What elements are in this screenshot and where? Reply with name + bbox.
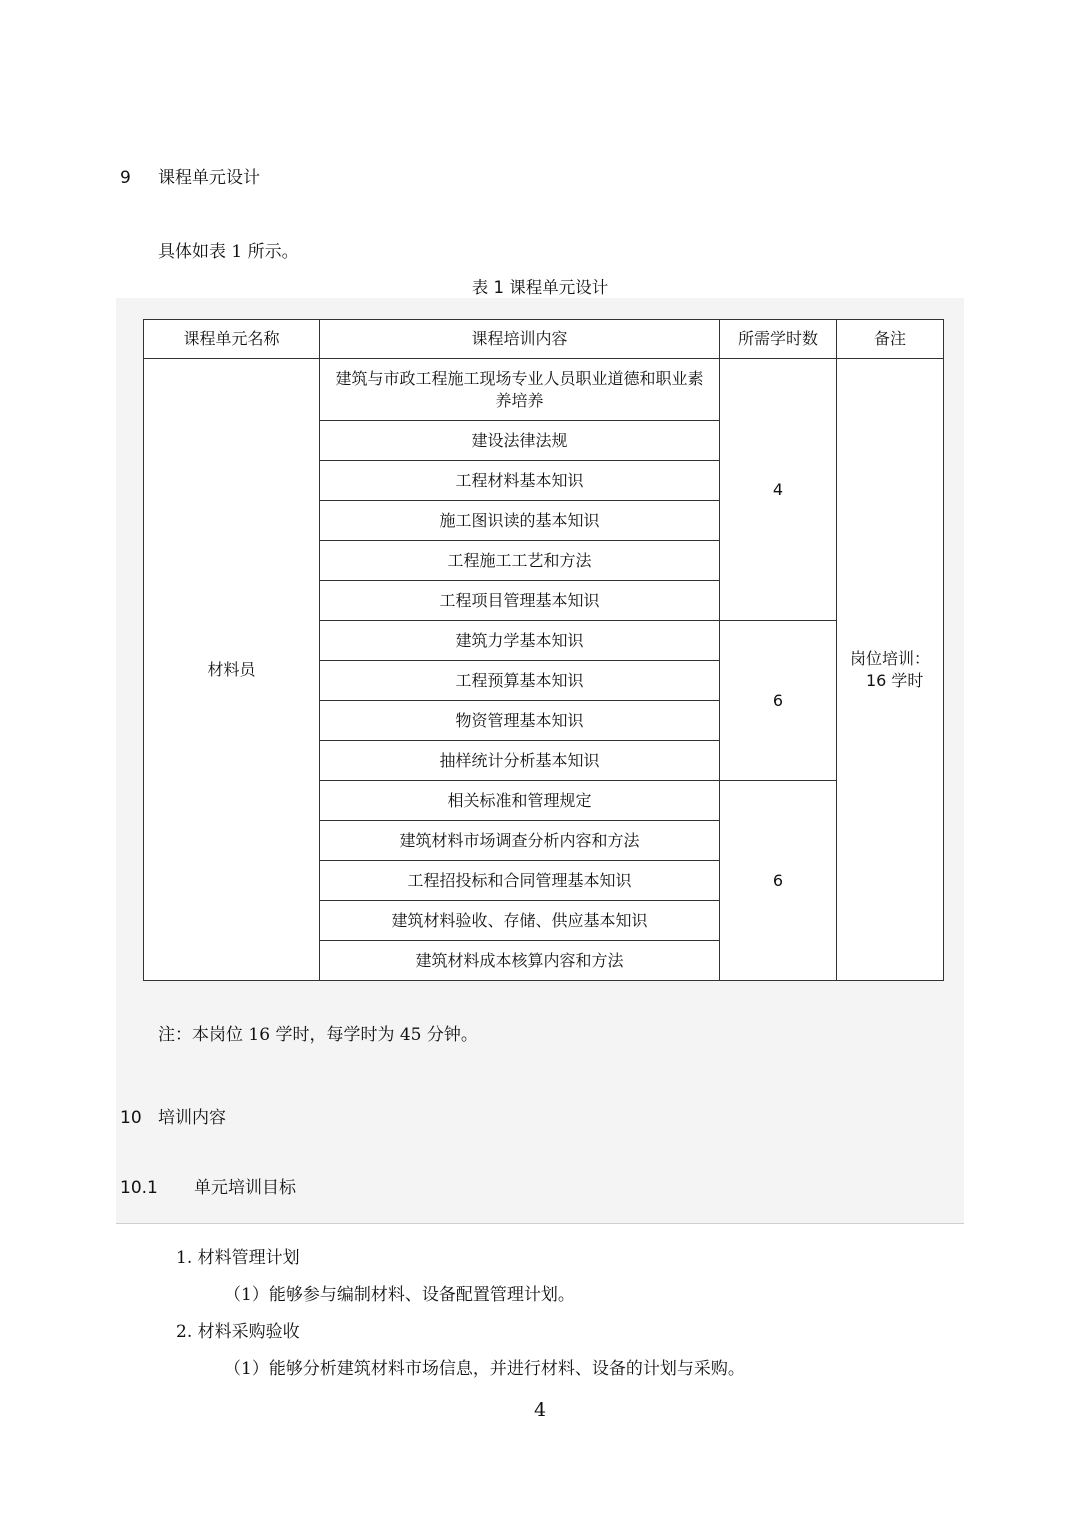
content-cell: 物资管理基本知识 [320, 701, 720, 741]
page-number: 4 [533, 1399, 547, 1421]
content-cell: 建筑材料市场调查分析内容和方法 [320, 821, 720, 861]
table-note: 注：本岗位 16 学时，每学时为 45 分钟。 [158, 1025, 478, 1045]
content-cell: 建设法律法规 [320, 421, 720, 461]
content-cell: 相关标准和管理规定 [320, 781, 720, 821]
content-cell: 工程招投标和合同管理基本知识 [320, 861, 720, 901]
content-cell: 工程施工工艺和方法 [320, 541, 720, 581]
table-caption: 表 1 课程单元设计 [471, 278, 609, 297]
section-9-heading [120, 163, 260, 188]
goal-item-detail: （1）能够分析建筑材料市场信息，并进行材料、设备的计划与采购。 [224, 1359, 745, 1379]
header-remark: 备注 [837, 320, 944, 359]
section-10-heading [120, 1103, 226, 1128]
section-title: 培训内容 [158, 1108, 226, 1128]
content-cell: 工程项目管理基本知识 [320, 581, 720, 621]
header-unit-name: 课程单元名称 [144, 320, 320, 359]
content-cell: 建筑力学基本知识 [320, 621, 720, 661]
content-cell: 抽样统计分析基本知识 [320, 741, 720, 781]
section-number: 10 [120, 1108, 142, 1128]
hours-cell: 6 [720, 781, 837, 981]
unit-name-cell: 材料员 [144, 359, 320, 981]
goal-item-title: 2. 材料采购验收 [176, 1322, 300, 1342]
content-cell: 建筑材料成本核算内容和方法 [320, 941, 720, 981]
remark-cell [837, 359, 944, 981]
content-cell: 施工图识读的基本知识 [320, 501, 720, 541]
remark-line: 16 学时 [865, 670, 924, 690]
table-row [144, 359, 944, 421]
content-cell: 工程材料基本知识 [320, 461, 720, 501]
section-title: 课程单元设计 [158, 168, 260, 188]
remark-line: 岗位培训： [849, 648, 930, 668]
course-unit-table [143, 319, 944, 981]
header-content: 课程培训内容 [320, 320, 720, 359]
content-cell: 工程预算基本知识 [320, 661, 720, 701]
section-10-1-heading [120, 1173, 296, 1198]
content-cell: 建筑材料验收、存储、供应基本知识 [320, 901, 720, 941]
hours-cell: 6 [720, 621, 837, 781]
section-title: 单元培训目标 [194, 1178, 296, 1198]
section-number: 10.1 [120, 1178, 158, 1198]
intro-paragraph: 具体如表 1 所示。 [158, 242, 299, 262]
hours-cell: 4 [720, 359, 837, 621]
section-number: 9 [120, 168, 131, 188]
table-header-row [144, 320, 944, 359]
goal-item-detail: （1）能够参与编制材料、设备配置管理计划。 [224, 1285, 575, 1305]
content-cell: 建筑与市政工程施工现场专业人员职业道德和职业素养培养 [320, 359, 720, 421]
header-hours: 所需学时数 [720, 320, 837, 359]
goal-item-title: 1. 材料管理计划 [176, 1248, 300, 1268]
